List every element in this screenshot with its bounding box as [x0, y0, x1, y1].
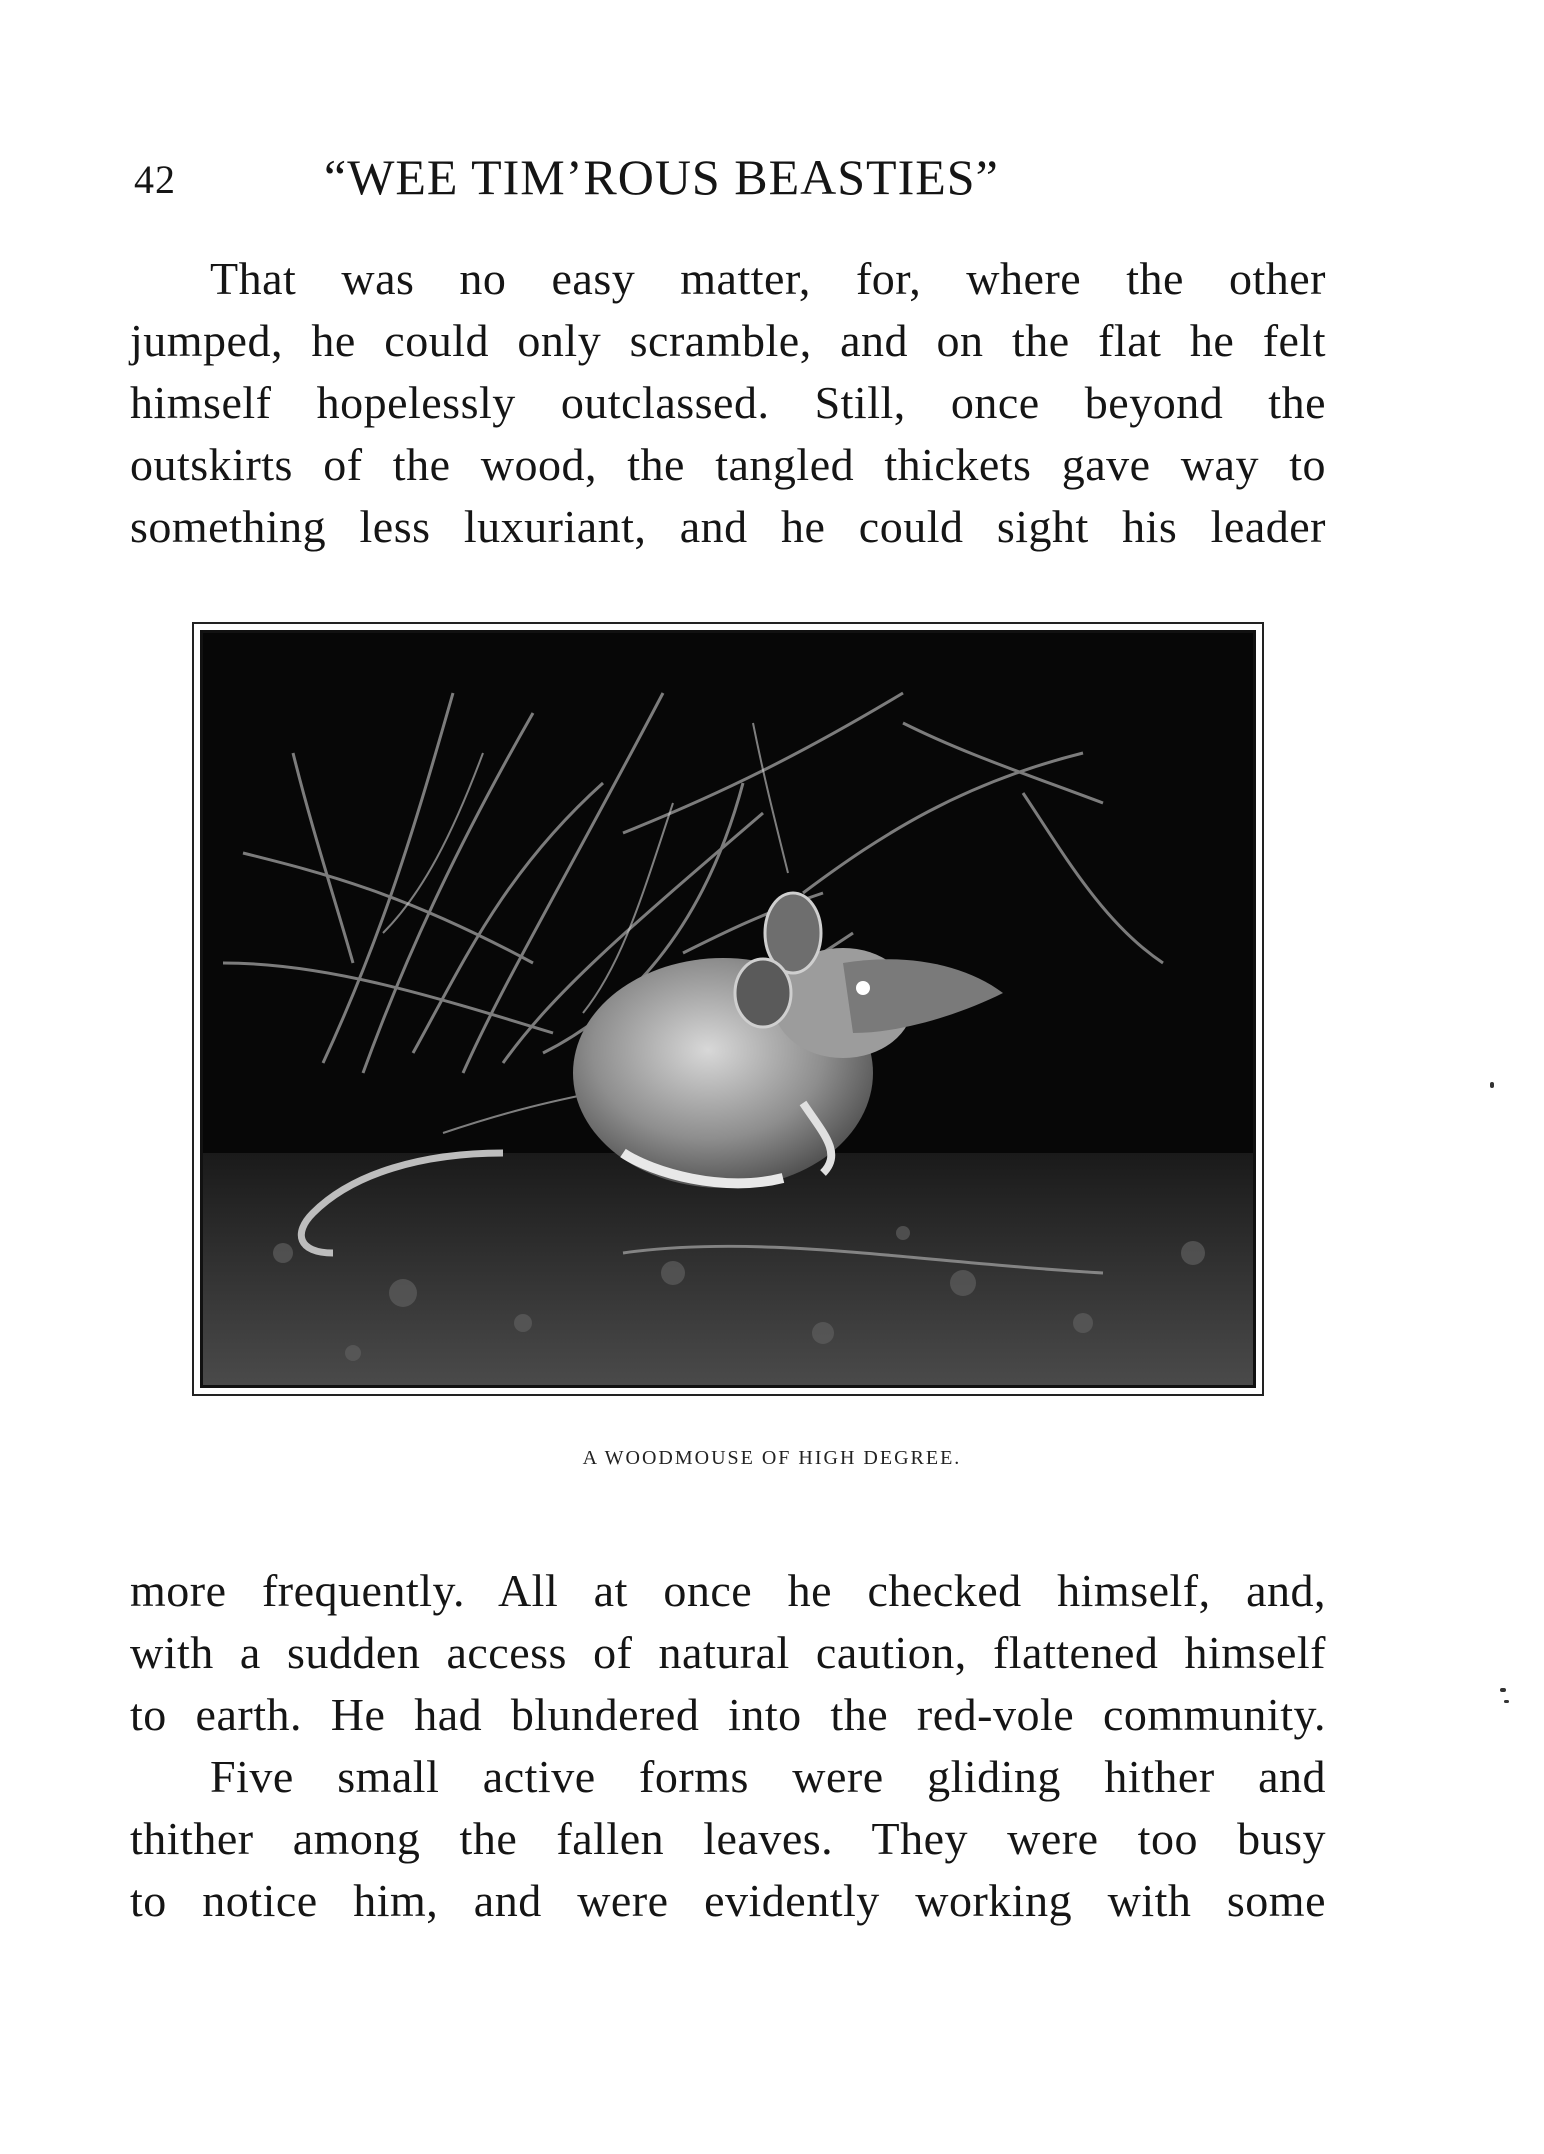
text-line: That was no easy matter, for, where the other: [210, 253, 1326, 304]
paragraph-2: [130, 1560, 1326, 1746]
text-line: to notice him, and were evidently working with some: [130, 1875, 1326, 1926]
text-line: to earth. He had blundered into the red-vole community.: [130, 1689, 1326, 1740]
photo-frame: [200, 630, 1256, 1388]
text-line: with a sudden access of natural caution, flattened himself: [130, 1627, 1326, 1678]
text-line: jumped, he could only scramble, and on the flat he felt: [130, 315, 1326, 366]
woodmouse-photograph: [192, 622, 1264, 1396]
text-line: thither among the fallen leaves. They were too busy: [130, 1813, 1326, 1864]
figure-caption: A WOODMOUSE OF HIGH DEGREE.: [582, 1447, 962, 1469]
paragraph-1: [130, 248, 1326, 558]
text-line: himself hopelessly outclassed. Still, once beyond the: [130, 377, 1326, 428]
text-line: outskirts of the wood, the tangled thickets gave way to: [130, 439, 1326, 490]
text-line: Five small active forms were gliding hither and: [210, 1751, 1326, 1802]
text-line: more frequently. All at once he checked himself, and,: [130, 1565, 1326, 1616]
running-head: [128, 148, 1328, 208]
page-number: 42: [134, 157, 176, 202]
paper-speck: [1490, 1082, 1494, 1088]
paragraph-3: [130, 1746, 1326, 1932]
text-line: something less luxuriant, and he could sight his leader: [130, 501, 1326, 552]
running-title: “WEE TIM’ROUS BEASTIES”: [324, 149, 999, 205]
paper-speck: [1504, 1700, 1509, 1703]
woodmouse-illustration: [203, 633, 1253, 1385]
paper-speck: [1500, 1688, 1506, 1692]
